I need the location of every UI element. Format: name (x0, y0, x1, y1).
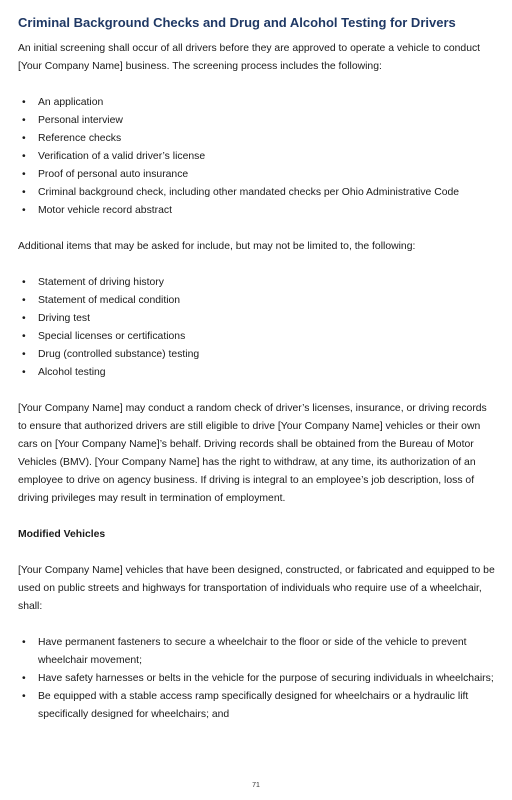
list-item: • Have permanent fasteners to secure a wheelchair to the floor or side of the vehicle to prevent wheelchair movement; (18, 634, 498, 670)
list-item: • Statement of medical condition (18, 292, 498, 310)
random-check-paragraph: [Your Company Name] may conduct a random check of driver’s licenses, insurance, or driving records to ensure that authorized drivers are still eligible to drive [Your Company Name] vehicles or their own cars on [Your Company Name]’s behalf. Driving records shall be obtained from the Bureau of Motor Vehicles (BMV). [Your Company Name] has the right to withdraw, at any time, its authorization of an employee to drive on agency business. If driving is integral to an employee’s job description, loss of driving privileges may result in termination of employment. (18, 403, 487, 504)
list-item: • Motor vehicle record abstract (18, 202, 498, 220)
list-item: • Criminal background check, including other mandated checks per Ohio Administrative Code (18, 184, 498, 202)
spacer (18, 508, 498, 526)
modified-vehicle-list (18, 634, 498, 724)
spacer (18, 256, 498, 274)
list-item: • Reference checks (18, 130, 498, 148)
modified-intro-paragraph: [Your Company Name] vehicles that have been designed, constructed, or fabricated and equipped to be used on public streets and highways for transportation of individuals who require use of a wheelchair, shall: (18, 565, 495, 612)
list-item: • Be equipped with a stable access ramp specifically designed for wheelchairs or a hydraulic lift specifically designed for wheelchairs; and (18, 688, 498, 724)
list-item: • Special licenses or certifications (18, 328, 498, 346)
modified-vehicles-heading: Modified Vehicles (18, 529, 106, 540)
spacer (18, 382, 498, 400)
list-item: • Proof of personal auto insurance (18, 166, 498, 184)
list-item: • Verification of a valid driver’s license (18, 148, 498, 166)
list-item: • Drug (controlled substance) testing (18, 346, 498, 364)
document-page (18, 14, 498, 724)
additional-intro-paragraph: Additional items that may be asked for include, but may not be limited to, the following: (18, 241, 416, 252)
list-item: • Driving test (18, 310, 498, 328)
additional-list (18, 274, 498, 382)
screening-list (18, 94, 498, 220)
list-item: • Have safety harnesses or belts in the vehicle for the purpose of securing individuals in wheelchairs; (18, 670, 498, 688)
list-item: • Alcohol testing (18, 364, 498, 382)
spacer (18, 616, 498, 634)
intro-paragraph: An initial screening shall occur of all drivers before they are approved to operate a vehicle to conduct [Your Company Name] business. The screening process includes the following: (18, 43, 481, 72)
list-item: • Statement of driving history (18, 274, 498, 292)
list-item: • Personal interview (18, 112, 498, 130)
page-number: 71 (252, 782, 260, 789)
section-title: Criminal Background Checks and Drug and Alcohol Testing for Drivers (18, 15, 456, 30)
spacer (18, 220, 498, 238)
spacer (18, 76, 498, 94)
list-item: • An application (18, 94, 498, 112)
spacer (18, 544, 498, 562)
